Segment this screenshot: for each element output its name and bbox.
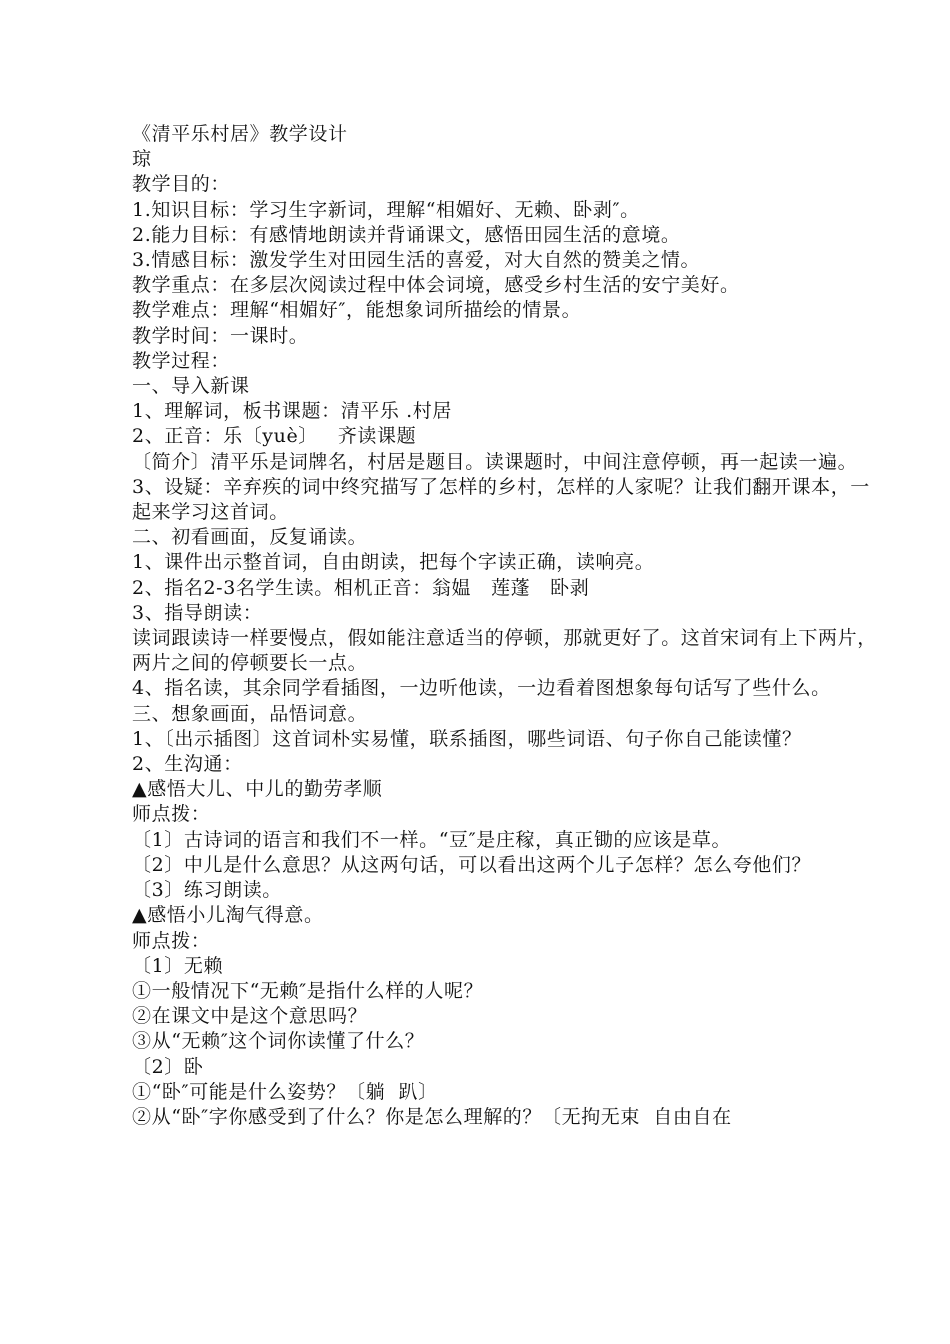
text-line: ①一般情况下“无赖″是指什么样的人呢？ bbox=[132, 979, 484, 1002]
text-paragraph: 1、〔出示插图〕这首词朴实易懂，联系插图，哪些词语、句子你自己能读懂？ bbox=[132, 727, 802, 750]
text-line: ③从“无赖″这个词你读懂了什么？ bbox=[132, 1030, 425, 1053]
text-line: 3、指导朗读： bbox=[132, 601, 263, 624]
text-line: 教学难点：理解“相媚好″，能想象词所描绘的情景。 bbox=[132, 299, 582, 322]
text-paragraph: 读词跟读诗一样要慢点，假如能注意适当的停顿，那就更好了。这首宋词有上下两片，两片之间的停顿要长一点。 bbox=[132, 627, 877, 675]
text-line: 〔3〕练习朗读。 bbox=[132, 879, 282, 902]
subheading-triangle: ▲感悟小儿淘气得意。 bbox=[132, 904, 324, 927]
text-paragraph: 〔简介〕清平乐是词牌名，村居是题目。读课题时，中间注意停顿，再一起读一遍。 bbox=[132, 450, 858, 473]
section-heading: 一、导入新课 bbox=[132, 375, 250, 398]
text-line: 〔1〕古诗词的语言和我们不一样。“豆″是庄稼，真正锄的应该是草。 bbox=[132, 828, 732, 851]
text-line: 〔1〕无赖 bbox=[132, 954, 224, 977]
section-heading: 教学目的： bbox=[132, 173, 231, 196]
text-line: 师点拨： bbox=[132, 929, 211, 952]
document-page bbox=[132, 122, 880, 1130]
text-line: 2.能力目标：有感情地朗读并背诵课文，感悟田园生活的意境。 bbox=[132, 223, 681, 246]
text-line: 1.知识目标：学习生字新词，理解“相媚好、无赖、卧剥″。 bbox=[132, 198, 640, 221]
text-line: 师点拨： bbox=[132, 803, 211, 826]
text-paragraph: 〔2〕中儿是什么意思？从这两句话，可以看出这两个儿子怎样？怎么夸他们？ bbox=[132, 853, 812, 876]
text-line: 2、指名2-3名学生读。相机正音：翁媪 莲蓬 卧剥 bbox=[132, 576, 590, 599]
text-line: 教学重点：在多层次阅读过程中体会词境，感受乡村生活的安宁美好。 bbox=[132, 274, 740, 297]
section-heading: 教学过程： bbox=[132, 349, 231, 372]
document-title: 《清平乐村居》教学设计 bbox=[132, 123, 348, 145]
text-line: ②从“卧″字你感受到了什么？你是怎么理解的？〔无拘无束 自由自在 bbox=[132, 1105, 732, 1128]
section-heading: 三、想象画面，品悟词意。 bbox=[132, 702, 368, 725]
text-line: 1、课件出示整首词，自由朗读，把每个字读正确，读响亮。 bbox=[132, 551, 655, 574]
text-line: 2、生沟通： bbox=[132, 753, 243, 776]
text-line: 教学时间：一课时。 bbox=[132, 324, 309, 347]
section-heading: 二、初看画面，反复诵读。 bbox=[132, 526, 368, 549]
text-line: ②在课文中是这个意思吗？ bbox=[132, 1005, 368, 1028]
text-paragraph: 4、指名读，其余同学看插图，一边听他读，一边看着图想象每句话写了些什么。 bbox=[132, 677, 831, 700]
subheading-triangle: ▲感悟大儿、中儿的勤劳孝顺 bbox=[132, 778, 383, 801]
text-line: 〔2〕卧 bbox=[132, 1055, 204, 1078]
text-paragraph: 3、设疑：辛弃疾的词中终究描写了怎样的乡村，怎样的人家呢？让我们翻开课本，一起来学习这首词。 bbox=[132, 475, 870, 524]
text-line: 3.情感目标：激发学生对田园生活的喜爱，对大自然的赞美之情。 bbox=[132, 249, 701, 272]
text-line: 1、理解词，板书课题：清平乐 .村居 bbox=[132, 400, 452, 423]
text-line: 2、正音：乐〔yuè〕 齐读课题 bbox=[132, 425, 417, 448]
text-line: ①“卧″可能是什么姿势？〔躺 趴〕 bbox=[132, 1080, 438, 1103]
document-author: 琼 bbox=[132, 148, 152, 171]
